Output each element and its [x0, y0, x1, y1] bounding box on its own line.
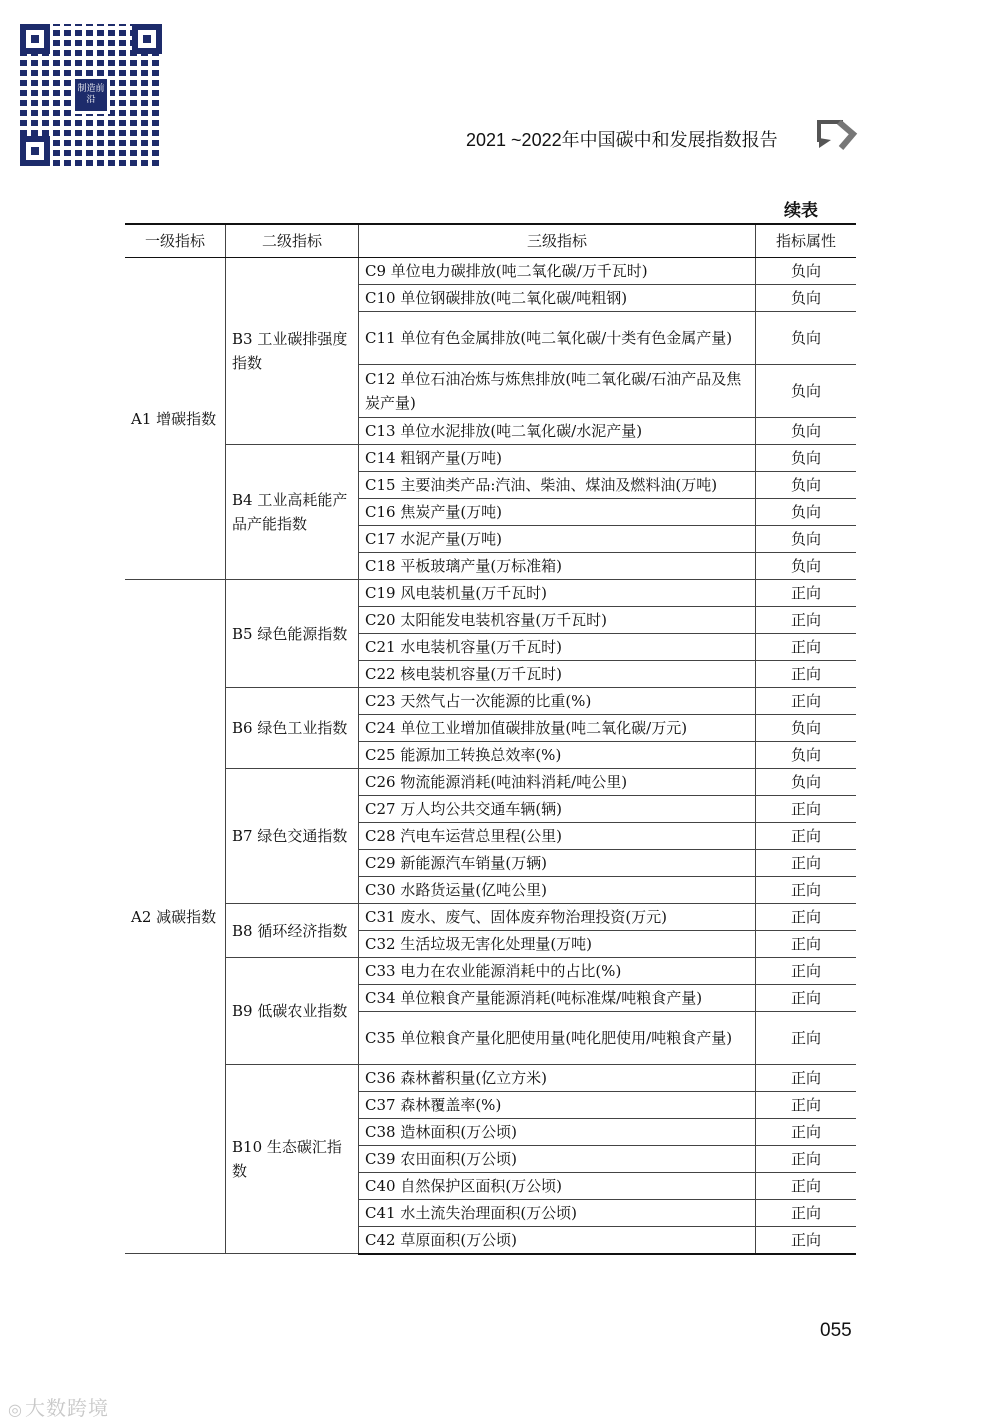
attribute-cell: 负向	[756, 285, 857, 312]
attribute-cell: 正向	[756, 850, 857, 877]
level3-cell: C32 生活垃圾无害化处理量(万吨)	[359, 931, 756, 958]
level3-cell: C11 单位有色金属排放(吨二氧化碳/十类有色金属产量)	[359, 312, 756, 365]
level3-cell: C25 能源加工转换总效率(%)	[359, 742, 756, 769]
attribute-cell: 正向	[756, 1173, 857, 1200]
level1-cell: A1 增碳指数	[125, 258, 226, 580]
level3-cell: C13 单位水泥排放(吨二氧化碳/水泥产量)	[359, 418, 756, 445]
qr-logo: 制造前沿	[72, 76, 110, 114]
attribute-cell: 正向	[756, 796, 857, 823]
attribute-cell: 正向	[756, 607, 857, 634]
table-row	[125, 688, 856, 715]
attribute-cell: 负向	[756, 526, 857, 553]
table-row	[125, 769, 856, 796]
attribute-cell: 负向	[756, 553, 857, 580]
level3-cell: C12 单位石油冶炼与炼焦排放(吨二氧化碳/石油产品及焦炭产量)	[359, 365, 756, 418]
level3-cell: C26 物流能源消耗(吨油料消耗/吨公里)	[359, 769, 756, 796]
qr-finder	[20, 24, 50, 54]
table-body	[125, 258, 856, 1254]
table-row	[125, 958, 856, 985]
attribute-cell: 负向	[756, 742, 857, 769]
attribute-cell: 正向	[756, 958, 857, 985]
attribute-cell: 正向	[756, 1146, 857, 1173]
attribute-cell: 正向	[756, 931, 857, 958]
level3-cell: C14 粗钢产量(万吨)	[359, 445, 756, 472]
attribute-cell: 正向	[756, 985, 857, 1012]
watermark	[8, 1392, 109, 1421]
level3-cell: C16 焦炭产量(万吨)	[359, 499, 756, 526]
level3-cell: C40 自然保护区面积(万公顷)	[359, 1173, 756, 1200]
attribute-cell: 正向	[756, 1065, 857, 1092]
level1-cell: A2 减碳指数	[125, 580, 226, 1254]
attribute-cell: 正向	[756, 904, 857, 931]
level2-cell: B6 绿色工业指数	[226, 688, 359, 769]
table-row	[125, 580, 856, 607]
level3-cell: C23 天然气占一次能源的比重(%)	[359, 688, 756, 715]
attribute-cell: 正向	[756, 1200, 857, 1227]
attribute-cell: 负向	[756, 445, 857, 472]
level2-cell: B8 循环经济指数	[226, 904, 359, 958]
attribute-cell: 正向	[756, 688, 857, 715]
level3-cell: C21 水电装机容量(万千瓦时)	[359, 634, 756, 661]
table-row	[125, 904, 856, 931]
level3-cell: C37 森林覆盖率(%)	[359, 1092, 756, 1119]
level3-cell: C17 水泥产量(万吨)	[359, 526, 756, 553]
level2-cell: B9 低碳农业指数	[226, 958, 359, 1065]
attribute-cell: 负向	[756, 365, 857, 418]
attribute-cell: 正向	[756, 661, 857, 688]
level3-cell: C22 核电装机容量(万千瓦时)	[359, 661, 756, 688]
level3-cell: C28 汽电车运营总里程(公里)	[359, 823, 756, 850]
level3-cell: C19 风电装机量(万千瓦时)	[359, 580, 756, 607]
qr-finder	[132, 24, 162, 54]
level2-cell: B3 工业碳排强度指数	[226, 258, 359, 445]
attribute-cell: 正向	[756, 1092, 857, 1119]
level2-cell: B7 绿色交通指数	[226, 769, 359, 904]
page-number: 055	[820, 1320, 852, 1341]
qr-code	[20, 24, 162, 166]
table-caption: 续表	[784, 201, 818, 221]
table-row	[125, 258, 856, 285]
level3-cell: C35 单位粮食产量化肥使用量(吨化肥使用/吨粮食产量)	[359, 1012, 756, 1065]
chapter-arrow-icon	[815, 118, 859, 152]
running-header-title: 2021 ~2022年中国碳中和发展指数报告	[466, 130, 778, 150]
level3-cell: C41 水土流失治理面积(万公顷)	[359, 1200, 756, 1227]
level3-cell: C30 水路货运量(亿吨公里)	[359, 877, 756, 904]
header-level2: 二级指标	[226, 224, 359, 258]
table-row	[125, 1065, 856, 1092]
level3-cell: C36 森林蓄积量(亿立方米)	[359, 1065, 756, 1092]
header-level1: 一级指标	[125, 224, 226, 258]
level2-cell: B10 生态碳汇指数	[226, 1065, 359, 1254]
qr-finder	[20, 136, 50, 166]
watermark-logo-icon: ◎	[8, 1400, 23, 1419]
attribute-cell: 正向	[756, 1119, 857, 1146]
attribute-cell: 负向	[756, 418, 857, 445]
attribute-cell: 正向	[756, 580, 857, 607]
level3-cell: C31 废水、废气、固体废弃物治理投资(万元)	[359, 904, 756, 931]
attribute-cell: 正向	[756, 634, 857, 661]
level3-cell: C33 电力在农业能源消耗中的占比(%)	[359, 958, 756, 985]
attribute-cell: 负向	[756, 499, 857, 526]
attribute-cell: 负向	[756, 715, 857, 742]
header-level3: 三级指标	[359, 224, 756, 258]
level2-cell: B5 绿色能源指数	[226, 580, 359, 688]
level3-cell: C34 单位粮食产量能源消耗(吨标准煤/吨粮食产量)	[359, 985, 756, 1012]
indicator-table	[125, 223, 856, 1255]
level3-cell: C39 农田面积(万公顷)	[359, 1146, 756, 1173]
level3-cell: C38 造林面积(万公顷)	[359, 1119, 756, 1146]
attribute-cell: 负向	[756, 258, 857, 285]
attribute-cell: 负向	[756, 312, 857, 365]
level3-cell: C42 草原面积(万公顷)	[359, 1227, 756, 1254]
level3-cell: C24 单位工业增加值碳排放量(吨二氧化碳/万元)	[359, 715, 756, 742]
attribute-cell: 正向	[756, 877, 857, 904]
table-row	[125, 445, 856, 472]
level3-cell: C15 主要油类产品:汽油、柴油、煤油及燃料油(万吨)	[359, 472, 756, 499]
watermark-text: 大数跨境	[24, 1396, 109, 1420]
level3-cell: C20 太阳能发电装机容量(万千瓦时)	[359, 607, 756, 634]
level3-cell: C9 单位电力碳排放(吨二氧化碳/万千瓦时)	[359, 258, 756, 285]
attribute-cell: 正向	[756, 1227, 857, 1254]
attribute-cell: 正向	[756, 1012, 857, 1065]
level3-cell: C27 万人均公共交通车辆(辆)	[359, 796, 756, 823]
header-attribute: 指标属性	[756, 224, 857, 258]
level3-cell: C18 平板玻璃产量(万标准箱)	[359, 553, 756, 580]
level3-cell: C10 单位钢碳排放(吨二氧化碳/吨粗钢)	[359, 285, 756, 312]
attribute-cell: 正向	[756, 823, 857, 850]
level3-cell: C29 新能源汽车销量(万辆)	[359, 850, 756, 877]
level2-cell: B4 工业高耗能产品产能指数	[226, 445, 359, 580]
attribute-cell: 负向	[756, 769, 857, 796]
attribute-cell: 负向	[756, 472, 857, 499]
